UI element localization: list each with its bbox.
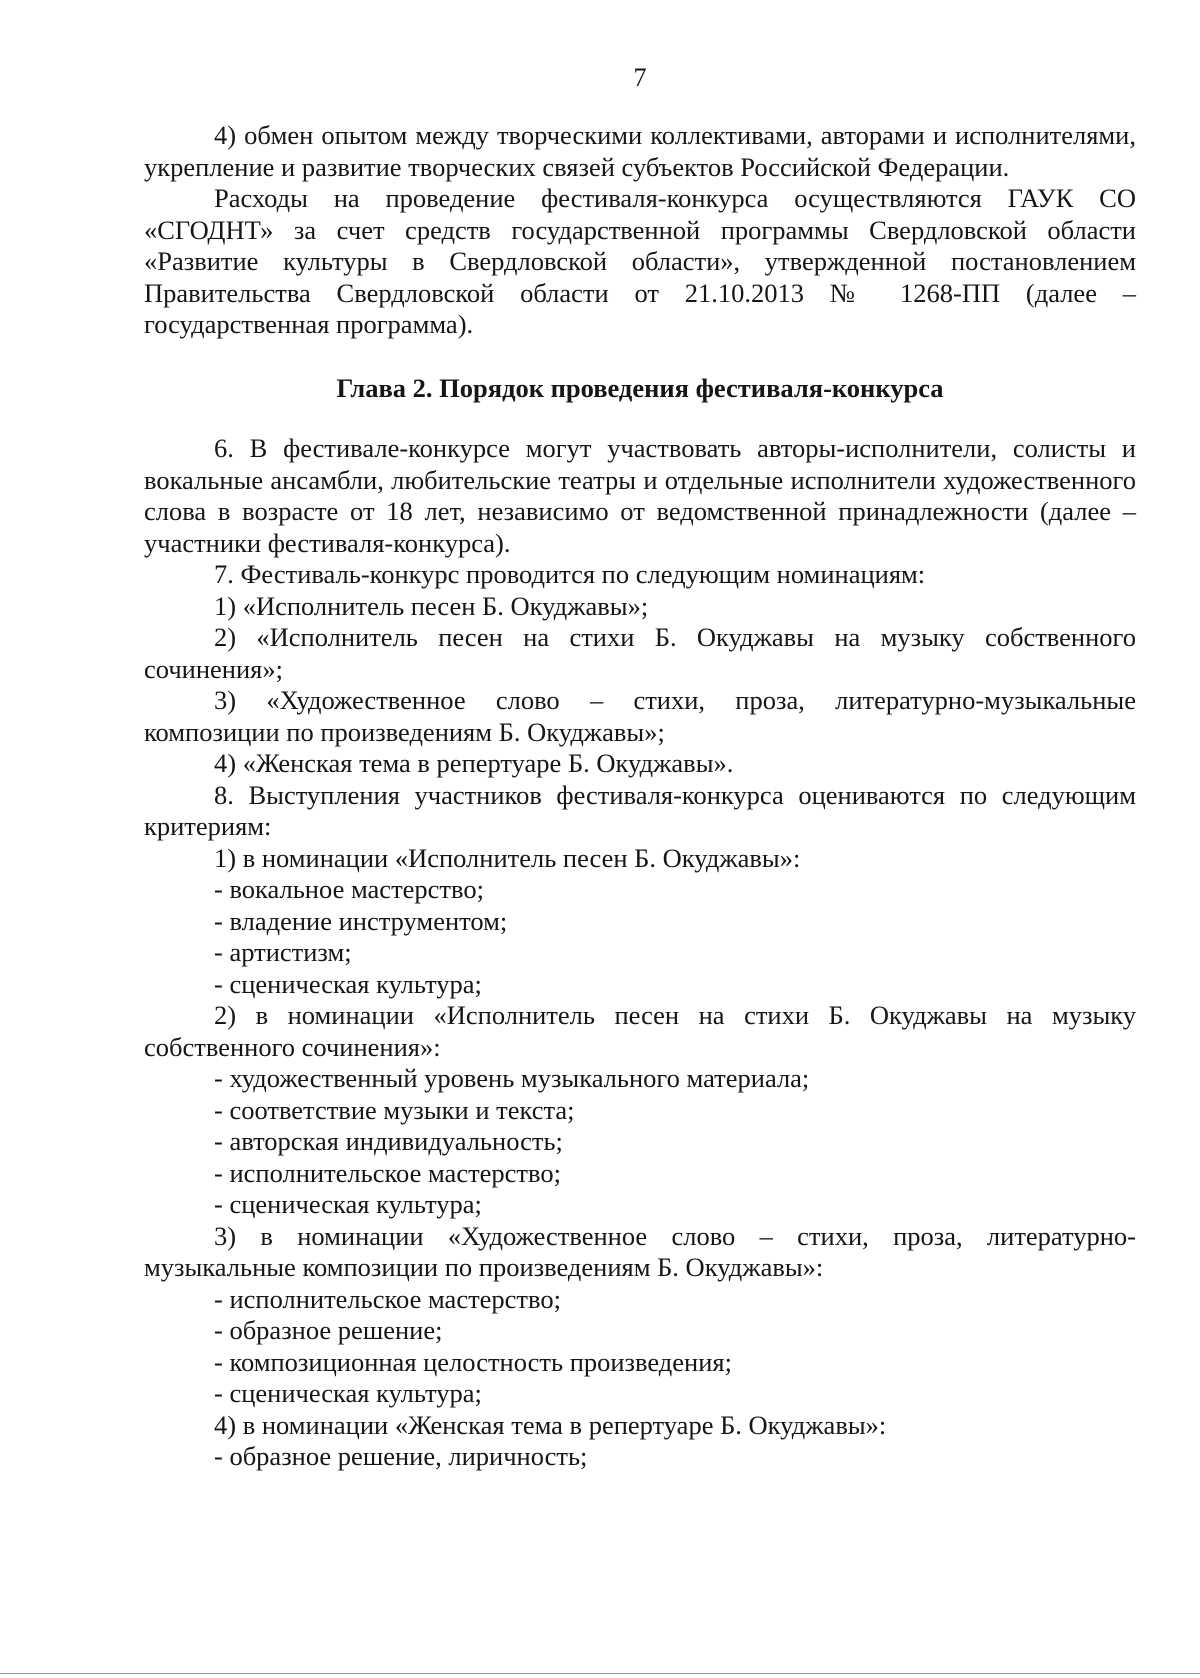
list-item: 6. В фестивале-конкурсе могут участвовать авторы-исполнители, солисты и вокальные ансамбли, любительские театры и отдельные исполнители художественного слова в возрасте от 18 лет, независимо от ведомственной принадлежности (далее – участники фестиваля-конкурса).: [144, 433, 1136, 558]
page-number: 7: [633, 63, 647, 92]
list-item: - художественный уровень музыкального материала;: [214, 1063, 810, 1093]
list-item: 1) в номинации «Исполнитель песен Б. Окуджавы»:: [214, 842, 801, 873]
list-item: - сценическая культура;: [214, 968, 482, 999]
list-item: - образное решение, лиричность;: [214, 1441, 588, 1471]
list-item: - исполнительское мастерство;: [214, 1157, 561, 1188]
bottom-scan-line: [0, 1673, 1200, 1674]
list-item: - авторская индивидуальность;: [214, 1126, 563, 1156]
list-item: - сценическая культура;: [214, 1189, 482, 1219]
list-item: - образное решение;: [214, 1315, 443, 1345]
list-item: 2) в номинации «Исполнитель песен на стихи Б. Окуджавы на музыку собственного сочинения»:: [144, 1000, 1136, 1062]
list-item: - артистизм;: [214, 937, 352, 967]
list-item: 3) в номинации «Художественное слово – стихи, проза, литературно-музыкальные композиции по произведениям Б. Окуджавы»:: [144, 1220, 1136, 1282]
list-item: - вокальное мастерство;: [214, 874, 484, 904]
list-item: 7. Фестиваль-конкурс проводится по следующим номинациям:: [214, 559, 926, 589]
paragraph-item-4: 4) обмен опытом между творческими коллективами, авторами и исполнителями, укрепление и развитие творческих связей субъектов Российской Федерации.: [144, 120, 1136, 182]
list-item: 4) «Женская тема в репертуаре Б. Окуджавы».: [214, 748, 734, 778]
list-item: - соответствие музыки и текста;: [214, 1094, 575, 1125]
list-item: - композиционная целостность произведения;: [214, 1346, 732, 1377]
document-body: [144, 120, 1136, 1473]
list-item: 1) «Исполнитель песен Б. Окуджавы»;: [214, 590, 649, 621]
list-item: - сценическая культура;: [214, 1378, 482, 1408]
list-item: - исполнительское мастерство;: [214, 1283, 561, 1314]
list-item: 4) в номинации «Женская тема в репертуаре Б. Окуджавы»:: [214, 1409, 887, 1440]
list-item: 3) «Художественное слово – стихи, проза, литературно-музыкальные композиции по произведениям Б. Окуджавы»;: [144, 685, 1136, 747]
list-item: 8. Выступления участников фестиваля-конкурса оцениваются по следующим критериям:: [144, 779, 1136, 841]
chapter-heading: Глава 2. Порядок проведения фестиваля-конкурса: [336, 372, 944, 403]
list-item: 2) «Исполнитель песен на стихи Б. Окуджавы на музыку собственного сочинения»;: [144, 622, 1136, 684]
item-list: [144, 433, 1136, 1473]
paragraph-expenses: Расходы на проведение фестиваля-конкурса осуществляются ГАУК СО «СГОДНТ» за счет средств государственной программы Свердловской области «Развитие культуры в Свердловской области», утвержденной постановлением Правительства Свердловской области от 21.10.2013 № 1268-ПП (далее – государственная программа).: [144, 183, 1136, 339]
list-item: - владение инструментом;: [214, 905, 508, 936]
